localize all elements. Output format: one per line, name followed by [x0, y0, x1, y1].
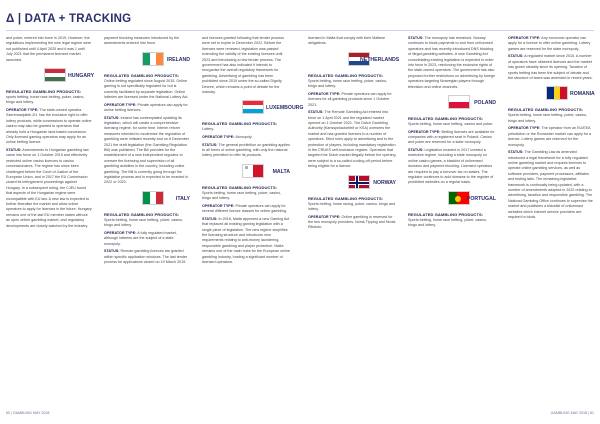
column-6	[508, 36, 594, 402]
operator-label: OPERATOR TYPE:	[6, 107, 39, 112]
country-name: ROMANIA	[570, 91, 595, 98]
operator-paragraph	[508, 126, 594, 148]
country-name: LUXEMBOURG	[266, 105, 304, 112]
products-text: Sports betting, horse race betting, poker, casino, bingo and lottery.	[408, 217, 488, 228]
status-paragraph	[104, 116, 190, 186]
country-name: PORTUGAL	[466, 195, 496, 202]
operator-label: OPERATOR TYPE:	[202, 203, 235, 208]
luxembourg-flag-icon	[242, 100, 264, 114]
status-paragraph	[202, 217, 290, 266]
header-divider	[6, 30, 594, 31]
ireland-flag-icon	[142, 52, 164, 66]
status-label: STATUS:	[104, 249, 120, 254]
status-label: STATUS:	[104, 115, 120, 120]
products-label: REGULATED GAMBLING PRODUCTS:	[202, 121, 278, 127]
right-page-footer	[308, 408, 594, 420]
country-name: MALTA	[272, 168, 290, 175]
column-2	[104, 36, 190, 402]
status-text: Legislation enacted in 2017 created a restrictive regime, including a state monopoly on online casino games, a blacklist of unlicensed domains and payment blocking. Licensed operators are required to pay a turnover tax on stakes. The regulator continues to add domains to the register of prohibited websites on a regular basis.	[408, 147, 494, 185]
products-text: Sports betting, horse race betting, poker, casino, bingo and lottery.	[202, 190, 282, 201]
intro-paragraph: payment blocking measures introduced by the amendments entered into force.	[104, 36, 180, 46]
products-text: Sports betting, horse race betting, poker, casino, bingo and lottery.	[308, 78, 388, 89]
italy-flag-icon	[142, 191, 164, 205]
country-heading-ireland	[104, 51, 190, 71]
hungary-flag-icon	[44, 68, 66, 82]
column-3	[202, 36, 304, 402]
operator-label: OPERATOR TYPE:	[508, 36, 541, 40]
status-label: STATUS:	[408, 36, 424, 40]
products-text: Sports betting, horse racing, poker, casino, bingo and lottery.	[308, 201, 396, 211]
products-label: REGULATED GAMBLING PRODUCTS:	[104, 211, 180, 217]
status-text: A regulated market since 2015. A number of operators have obtained licences and the market has grown steadily since its opening. Taxation of sports betting has been the subject of debate and the structure of taxes was amended in recent years.	[508, 54, 593, 81]
intro-paragraph: licensed in Malta that comply with their Maltese obligations.	[308, 36, 386, 46]
operator-paragraph	[6, 108, 92, 146]
status-text: Amendments to Hungarian gambling law came into force on 1 October 2015 and effectively restricted online casino licences to casino concessionaires. The regime has since been challenged before the Court of Justice of the European Union, and in 2017 the EU Commission closed its infringement proceedings against Hungary. In a subsequent ruling, the CJEU found that aspects of the Hungarian regime were incompatible with EU law. A new law is expected to further liberalise the market and allow online operators to apply for licences in the future. Hungary remains one of the last EU member states without an open online gambling market, and regulatory developments are closely watched by the industry.	[6, 147, 92, 228]
left-page-footer	[6, 408, 290, 420]
operator-label: OPERATOR TYPE:	[408, 129, 441, 134]
operator-paragraph	[408, 130, 496, 146]
status-paragraph	[508, 150, 594, 220]
products-label: REGULATED GAMBLING PRODUCTS:	[202, 184, 278, 190]
operator-paragraph	[104, 231, 190, 247]
column-4	[308, 36, 400, 402]
poland-flag-icon	[448, 95, 470, 109]
status-text: The general prohibition on gambling applies to all forms of online gambling, with only the national lottery permitted to offer its products.	[202, 142, 290, 158]
products-label: REGULATED GAMBLING PRODUCTS:	[308, 195, 384, 201]
status-paragraph	[408, 36, 496, 90]
right-page	[308, 36, 594, 402]
section-title: Δ | DATA + TRACKING	[6, 13, 132, 25]
status-label: STATUS:	[202, 216, 218, 221]
status-label: STATUS:	[6, 147, 22, 152]
status-text: Ireland has contemplated updating its legislation, which will create a comprehensive licensing regime, for some time. Interim reform measures intended to modernise the regulation of gambling were initiated recently and on 6 December 2021 the draft legislation (the Gambling Regulation Bill) was published. The Bill provides for the establishment of a new independent regulator to oversee the licensing and supervision of all gambling activities in the country, including online gambling. The Bill is currently going through the legislative process and is expected to be enacted in 2022 or 2023.	[104, 115, 190, 185]
country-heading-norway	[308, 174, 396, 194]
country-name: NORWAY	[373, 179, 396, 186]
left-page	[6, 36, 304, 402]
page-header	[0, 0, 600, 40]
country-heading-romania	[508, 85, 594, 105]
country-heading-italy	[104, 190, 190, 210]
products-text: Online betting regulated since August 2015. Online gaming is not specifically regulated for but is currently facilitated by separate legislation. Online lotteries are licensed under the National Lottery Act.	[104, 78, 189, 99]
footer-folio-left: 60 | GAMBLING MAY 2018	[6, 411, 50, 415]
operator-text: Private operators can apply for several different licence classes for online gambling.	[202, 203, 288, 214]
status-text: In 2018, Malta approved a new Gaming Act that replaced all existing gaming legislation with a single piece of legislation. The new regime simplifies the licensing structure and introduces new requirements relating to anti-money laundering, responsible gambling and player protection. Malta remains one of the main hubs for the European online gambling industry, hosting a significant number of licensed operators.	[202, 216, 290, 264]
operator-text: Any economic operator can apply for a licence to offer online gambling. Lottery games are reserved for the state monopoly.	[508, 36, 591, 51]
status-label: STATUS:	[202, 142, 218, 147]
operator-text: Monopoly.	[235, 134, 253, 139]
operator-label: OPERATOR TYPE:	[202, 134, 235, 139]
operator-text: Private operators can apply for online betting licences.	[104, 102, 188, 112]
country-name: NETHERLANDS	[360, 56, 400, 63]
products-label: REGULATED GAMBLING PRODUCTS:	[408, 211, 484, 217]
products-label: REGULATED GAMBLING PRODUCTS:	[104, 72, 180, 78]
status-paragraph	[202, 143, 290, 159]
status-label: STATUS:	[308, 110, 324, 115]
status-text: The Remote Gambling Act entered into force on 1 April 2021 and the regulated market opened on 1 October 2021. The Dutch Gambling Authority (Kansspelautoriteit or KSA) oversees the market and has granted licences to a number of operators. Strict rules apply to advertising and to the protection of players, including mandatory registration in the CRUKS self-exclusion register. Operators that targeted the Dutch market illegally before the opening were subject to a so-called cooling-off period before being eligible for a licence.	[308, 110, 396, 169]
products-label: REGULATED GAMBLING PRODUCTS:	[508, 107, 584, 113]
operator-paragraph	[104, 103, 190, 114]
products-text: sports betting, horse race betting, poker, casino, bingo and lottery.	[6, 94, 85, 105]
products-text: Sports betting, horse race betting, poker, casino, bingo and lottery.	[104, 217, 184, 228]
country-heading-hungary	[6, 67, 95, 87]
operator-text: Private operators can apply for licences for all gambling products since 1 October 2021.	[308, 91, 392, 107]
products-text: Sports betting, horse race betting, casino and poker.	[408, 121, 494, 126]
country-heading-netherlands	[308, 51, 400, 71]
intro-paragraph: and licences granted following that tender process were set to expire in December 2022. Before the licences were renewed, legislation was passed extending the validity of the existing licences until 2023 and introducing a new tender process. The government has also indicated it intends to reorganise the overall regulatory framework for gambling. Advertising of gambling has been prohibited since 2019 under the so-called Dignity Decree, which remains a point of debate for the industry.	[202, 36, 284, 95]
country-heading-portugal	[408, 190, 496, 210]
status-paragraph	[408, 148, 496, 186]
status-text: Remote gambling licences are granted within specific application windows. The last tender process for applications closed on 19 March 2019.	[104, 249, 188, 264]
operator-label: OPERATOR TYPE:	[104, 230, 137, 235]
country-name: IRELAND	[166, 56, 190, 63]
status-label: STATUS:	[508, 54, 524, 59]
operator-paragraph	[308, 215, 396, 231]
country-heading-malta	[202, 163, 290, 183]
malta-flag-icon	[242, 164, 264, 178]
operator-paragraph	[202, 135, 290, 140]
operator-text: The state-owned operator Szerencsejáték Zrt. has the exclusive right to offer lottery products, while concessions to operate online casino may also be granted to operators that already hold a Hungarian land-based concession. Only licensed gaming operators may apply for an online betting licence.	[6, 107, 92, 145]
operator-label: OPERATOR TYPE:	[308, 214, 341, 219]
operator-label: OPERATOR TYPE:	[104, 102, 137, 107]
products-text: Lottery.	[202, 127, 215, 132]
country-name: POLAND	[474, 100, 496, 107]
status-paragraph	[104, 249, 190, 265]
norway-flag-icon	[348, 175, 370, 189]
status-text: The monopoly has remained. Norway continues to block payments to and from unlicensed operators and has recently introduced DNS blocking of illegal gambling websites. A new Gambling Act consolidating existing legislation is expected to enter into force in 2023, reinforcing the exclusive rights of the state-owned operators. The government has also proposed further restrictions on advertising by foreign operators targeting Norwegian players through television and online channels.	[408, 36, 496, 89]
operator-text: A fully regulated market, although lotteries are the subject of a state monopoly.	[104, 230, 177, 246]
products-text: Sports betting, horse race betting, poker, casino, bingo and lottery.	[508, 113, 588, 123]
status-text: The Gambling Law as amended introduced a legal framework for a fully regulated online gambling market and requires licences to operate online gambling services, as well as software providers, payment processors, affiliates and testing labs. The remaining legislative framework is continually being updated, with a number of amendments adopted in 2022 relating to advertising, taxation and responsible gambling. The National Gambling Office continues to supervise the market and publishes a blacklist of unlicensed websites which internet service providers are required to block.	[508, 150, 593, 220]
column-5	[408, 36, 496, 402]
country-name: ITALY	[175, 195, 190, 202]
country-heading-poland	[408, 94, 496, 114]
operator-label: OPERATOR TYPE:	[508, 126, 541, 131]
operator-label: OPERATOR TYPE:	[308, 91, 341, 96]
operator-paragraph	[508, 36, 594, 52]
operator-paragraph	[308, 92, 396, 108]
status-paragraph	[508, 54, 594, 81]
operator-text: Betting licences are available for companies with a registered seat in Poland. Casino and poker are reserved for a state monopoly.	[408, 129, 495, 145]
status-paragraph	[6, 148, 92, 229]
status-paragraph	[308, 110, 396, 169]
operator-text: Online gambling is reserved for the two monopoly providers, Norsk Tipping and Norsk Rikstoto.	[308, 214, 396, 230]
romania-flag-icon	[546, 86, 568, 100]
country-heading-luxembourg	[202, 99, 304, 119]
country-name: HUNGARY	[68, 73, 95, 80]
products-label: REGULATED GAMBLING PRODUCTS:	[408, 116, 484, 122]
products-label: REGULATED GAMBLING PRODUCTS:	[6, 89, 82, 95]
operator-text: The operator from an EU/EEA jurisdiction or the Romanian market can apply for a licence. Lottery games are reserved for the monopoly.	[508, 126, 592, 147]
column-1	[6, 36, 95, 402]
status-label: STATUS:	[408, 147, 424, 152]
footer-folio-right: GAMBLING MAY 2018 | 61	[550, 411, 594, 415]
products-label: REGULATED GAMBLING PRODUCTS:	[308, 72, 384, 78]
operator-paragraph	[202, 204, 290, 215]
status-label: STATUS:	[508, 150, 524, 155]
intro-paragraph: and poker, entered into force in 2019. However, the regulations implementing the new legal regime were not published until 4 April 2020 and it was 1 until July 2021 that the permanent licensed market launched.	[6, 36, 92, 62]
